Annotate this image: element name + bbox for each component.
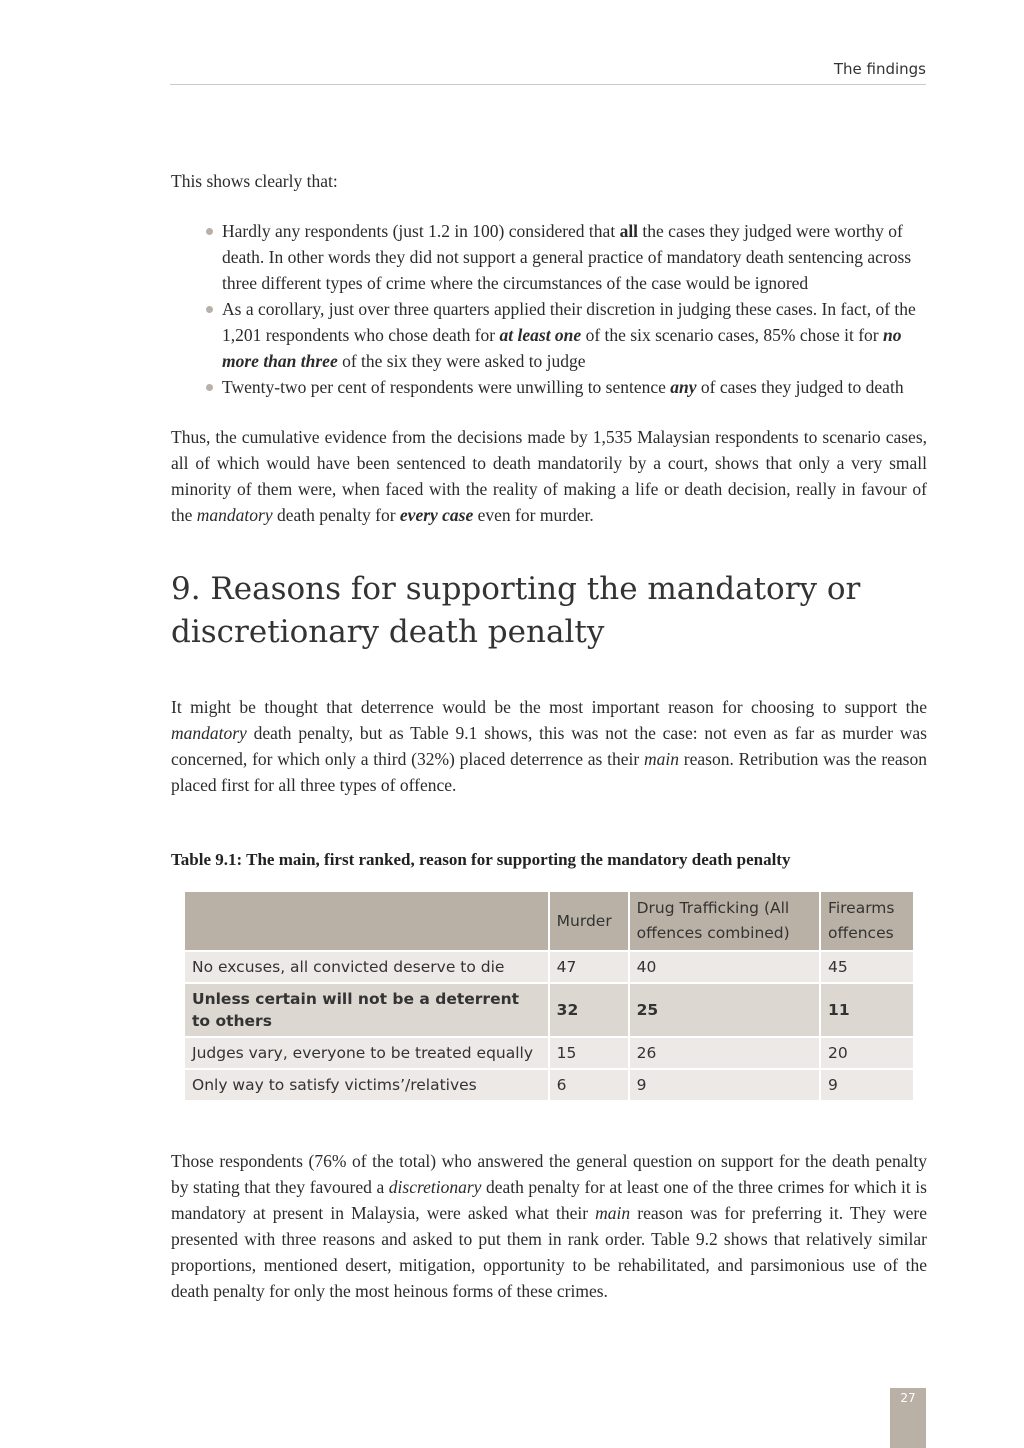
- bullet-text: of cases they judged to death: [696, 377, 904, 397]
- cell-firearms: 20: [820, 1037, 914, 1069]
- cell-murder: 32: [549, 983, 629, 1037]
- cell-murder: 47: [549, 951, 629, 983]
- summary-paragraph: Thus, the cumulative evidence from the decisions made by 1,535 Malaysian respondents to scenario cases, all of which would have been sentenced to death mandatorily by a court, shows that only a very small minority of them were, when faced with the reality of making a life or death decision, really in favour of the mandatory death penalty for every case even for murder.: [171, 427, 927, 525]
- page-number: [890, 1388, 926, 1448]
- bullet-emphasis: no more than three: [222, 325, 902, 371]
- cell-drug: 25: [629, 983, 820, 1037]
- list-item: [222, 296, 927, 374]
- cell-firearms: 45: [820, 951, 914, 983]
- bullet-text: Twenty-two per cent of respondents were unwilling to sentence: [222, 377, 671, 397]
- running-header: [170, 60, 926, 85]
- findings-list: [171, 218, 927, 400]
- section-heading: 9. Reasons for supporting the mandatory or discretionary death penalty: [171, 571, 861, 650]
- row-label: Unless certain will not be a deterrent to others: [184, 983, 549, 1037]
- table-row: [184, 951, 914, 983]
- header-cell: Murder: [549, 891, 629, 951]
- bullet-dot-icon: [206, 384, 213, 391]
- row-label: Judges vary, everyone to be treated equally: [184, 1037, 549, 1069]
- table-row: [184, 983, 914, 1037]
- cell-murder: 6: [549, 1069, 629, 1101]
- table-title: Table 9.1: The main, first ranked, reason for supporting the mandatory death penalty: [171, 850, 791, 869]
- cell-firearms: 11: [820, 983, 914, 1037]
- bullet-dot-icon: [206, 306, 213, 313]
- cell-drug: 26: [629, 1037, 820, 1069]
- cell-firearms: 9: [820, 1069, 914, 1101]
- running-header-title: The findings: [833, 60, 926, 78]
- list-item: [222, 218, 927, 296]
- header-cell: Firearms offences: [820, 891, 914, 951]
- table-header-row: [184, 891, 914, 951]
- row-label: Only way to satisfy victims’/relatives: [184, 1069, 549, 1101]
- row-label: No excuses, all convicted deserve to die: [184, 951, 549, 983]
- bullet-text: of the six scenario cases, 85% chose it for: [581, 325, 883, 345]
- cell-drug: 40: [629, 951, 820, 983]
- bullet-dot-icon: [206, 228, 213, 235]
- table-row: [184, 1069, 914, 1101]
- cell-drug: 9: [629, 1069, 820, 1101]
- cell-murder: 15: [549, 1037, 629, 1069]
- bullet-text: As a corollary, just over three quarters applied their discretion in judging these cases. In fact, of the 1,201 respondents who chose death for: [222, 299, 916, 345]
- intro-paragraph: This shows clearly that:: [171, 171, 338, 191]
- deterrence-paragraph: It might be thought that deterrence would be the most important reason for choosing to support the mandatory death penalty, but as Table 9.1 shows, this was not the case: not even as far as murder was concerned, for which only a third (32%) placed deterrence as their main reason. Retribution was the reason placed first for all three types of offence.: [171, 697, 927, 795]
- header-cell: Drug Trafficking (All offences combined): [629, 891, 820, 951]
- bullet-emphasis: all: [619, 221, 639, 241]
- page-body: [171, 168, 927, 1304]
- table-row: [184, 1037, 914, 1069]
- page-number-text: 27: [900, 1391, 916, 1405]
- reasons-table: [183, 890, 915, 1102]
- bullet-emphasis: any: [670, 377, 697, 397]
- bullet-text: the cases they judged were worthy of death. In other words they did not support a general practice of mandatory death sentencing across three different types of crime where the circumstances of the case would be ignored: [222, 221, 912, 293]
- header-cell: [184, 891, 549, 951]
- bullet-emphasis: at least one: [499, 325, 582, 345]
- discretionary-paragraph: Those respondents (76% of the total) who answered the general question on support for the death penalty by stating that they favoured a discretionary death penalty for at least one of the three crimes for which it is mandatory at present in Malaysia, were asked what their main reason was for preferring it. They were presented with three reasons and asked to put them in rank order. Table 9.2 shows that relatively similar proportions, mentioned desert, mitigation, opportunity to be rehabilitated, and parsimonious use of the death penalty for only the most heinous forms of these crimes.: [171, 1151, 927, 1301]
- bullet-text: of the six they were asked to judge: [337, 351, 586, 371]
- bullet-text: Hardly any respondents (just 1.2 in 100) considered that: [222, 221, 620, 241]
- list-item: [222, 374, 927, 400]
